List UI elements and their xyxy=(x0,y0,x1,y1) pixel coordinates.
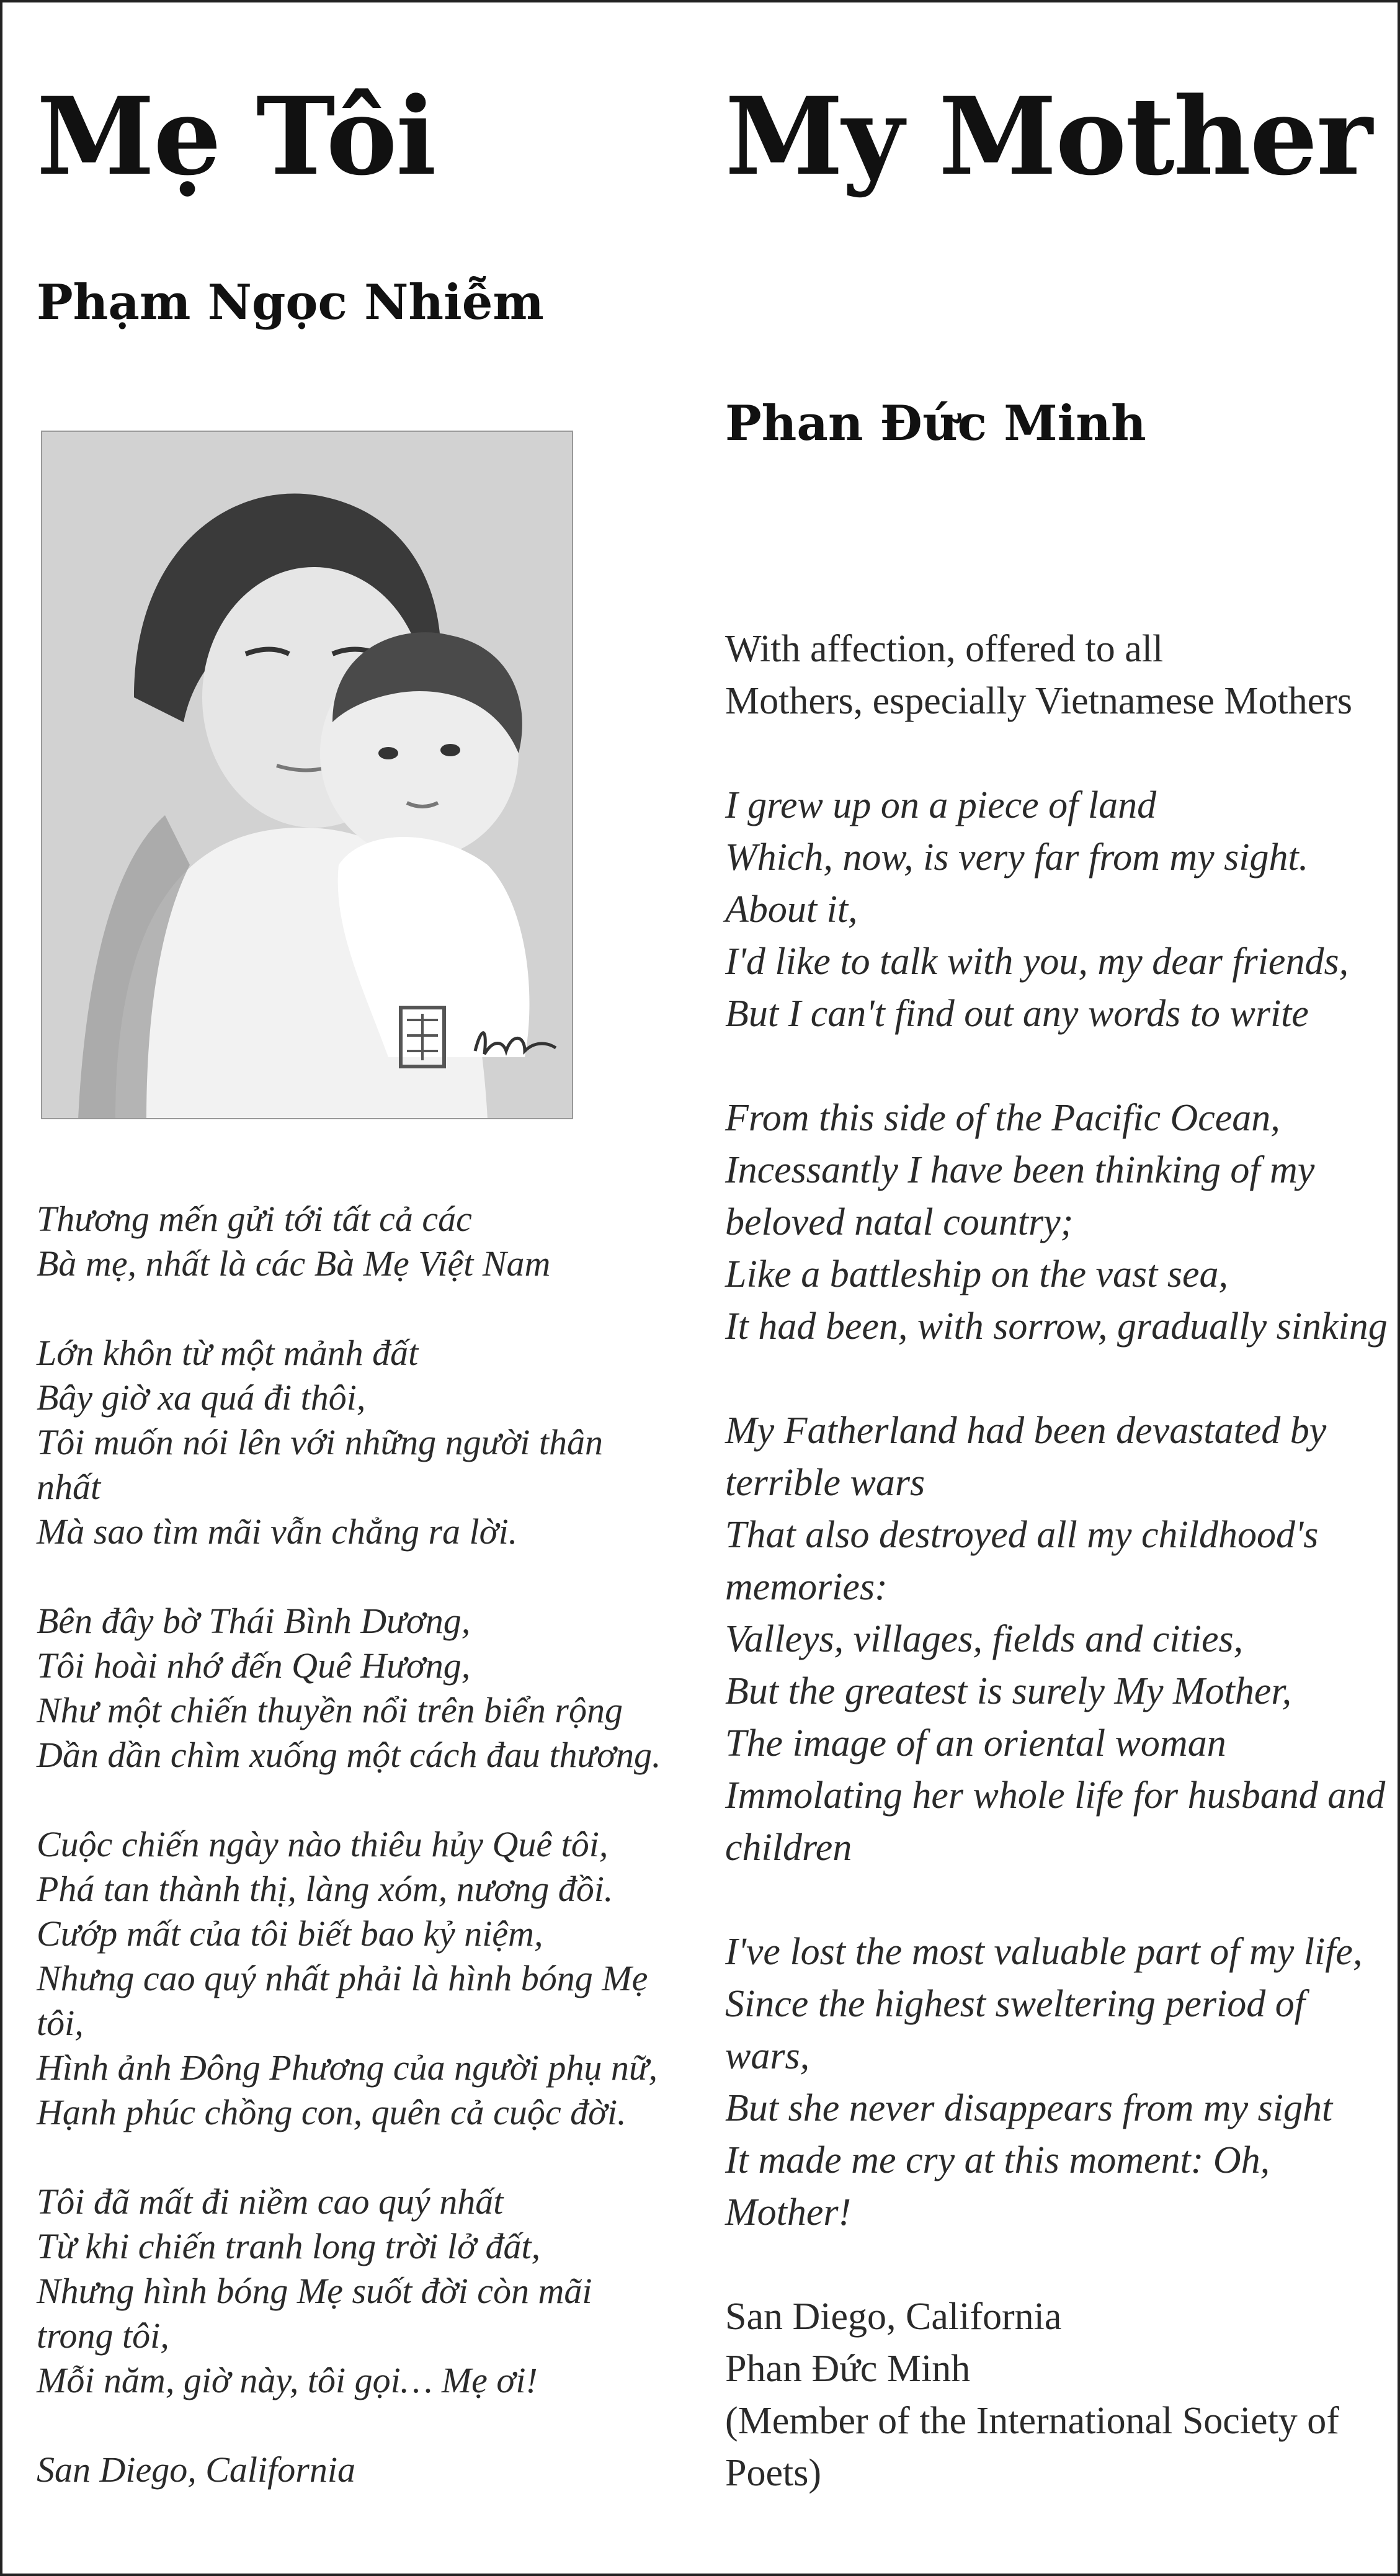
poem-line: Mother! xyxy=(725,2191,852,2234)
poem-line: Nhưng hình bóng Mẹ suốt đời còn mãi xyxy=(37,2271,592,2311)
poem-line: Như một chiến thuyền nổi trên biển rộng xyxy=(37,1690,623,1730)
poem-line: Lớn khôn từ một mảnh đất xyxy=(37,1333,419,1373)
poem-line: Nhưng cao quý nhất phải là hình bóng Mẹ xyxy=(37,1958,648,1998)
author-english: Phan Đức Minh xyxy=(725,395,1146,452)
poem-line: Bên đây bờ Thái Bình Dương, xyxy=(37,1601,471,1641)
mother-and-child-painting xyxy=(41,431,573,1119)
poem-body-english xyxy=(725,623,1400,2499)
poem-line: Từ khi chiến tranh long trời lở đất, xyxy=(37,2226,541,2266)
painting-icon xyxy=(41,431,573,1119)
poem-line: terrible wars xyxy=(725,1462,925,1504)
poem-line: Since the highest sweltering period of xyxy=(725,1983,1306,2025)
poem-line: Dần dần chìm xuống một cách đau thương. xyxy=(37,1735,661,1775)
poem-title-english: My Mother xyxy=(725,73,1371,199)
poem-line: Mà sao tìm mãi vẫn chẳng ra lời. xyxy=(37,1511,518,1552)
poem-line: nhất xyxy=(37,1467,101,1507)
poem-line: That also destroyed all my childhood's xyxy=(725,1514,1319,1556)
author-vietnamese: Phạm Ngọc Nhiễm xyxy=(37,274,544,331)
poem-line: I'd like to talk with you, my dear friends, xyxy=(725,941,1349,983)
poem-line: Valleys, villages, fields and cities, xyxy=(725,1618,1244,1660)
poem-line: trong tôi, xyxy=(37,2315,169,2356)
poem-line: children xyxy=(725,1827,852,1869)
location-line: San Diego, California xyxy=(37,2449,355,2490)
poem-line: Hình ảnh Đông Phương của người phụ nữ, xyxy=(37,2047,658,2088)
poem-line: About it, xyxy=(725,888,858,931)
poem-line: wars, xyxy=(725,2035,810,2077)
signoff-line: Phan Đức Minh xyxy=(725,2348,971,2390)
signoff-line: Poets) xyxy=(725,2452,821,2494)
poem-title-vietnamese: Mẹ Tôi xyxy=(37,73,435,199)
poem-line: Phá tan thành thị, làng xóm, nương đồi. xyxy=(37,1869,613,1909)
poem-line: But she never disappears from my sight xyxy=(725,2087,1333,2129)
poem-line: Incessantly I have been thinking of my xyxy=(725,1149,1315,1191)
poem-line: Mỗi năm, giờ này, tôi gọi… Mẹ ơi! xyxy=(37,2360,538,2400)
signoff-line: San Diego, California xyxy=(725,2296,1062,2338)
poem-line: Bây giờ xa quá đi thôi, xyxy=(37,1377,366,1418)
poem-line: I've lost the most valuable part of my life, xyxy=(725,1931,1363,1973)
poem-line: It had been, with sorrow, gradually sinking xyxy=(725,1305,1388,1348)
poem-line: Hạnh phúc chồng con, quên cả cuộc đời. xyxy=(37,2092,626,2132)
poem-line: memories: xyxy=(725,1566,888,1608)
signoff-line: (Member of the International Society of xyxy=(725,2400,1339,2442)
poem-line: beloved natal country; xyxy=(725,1201,1074,1243)
poem-line: Cướp mất của tôi biết bao kỷ niệm, xyxy=(37,1913,543,1954)
poem-line: From this side of the Pacific Ocean, xyxy=(725,1097,1280,1139)
poem-line: My Fatherland had been devastated by xyxy=(725,1410,1327,1452)
dedication-line: With affection, offered to all xyxy=(725,628,1164,670)
poem-line: Which, now, is very far from my sight. xyxy=(725,836,1309,879)
poem-line: But I can't find out any words to write xyxy=(725,993,1309,1035)
poem-line: Like a battleship on the vast sea, xyxy=(725,1253,1229,1295)
poem-line: Immolating her whole life for husband and xyxy=(725,1774,1386,1817)
poem-line: It made me cry at this moment: Oh, xyxy=(725,2139,1270,2181)
dedication-line: Thương mến gửi tới tất cả các xyxy=(37,1199,472,1239)
dedication-line: Mothers, especially Vietnamese Mothers xyxy=(725,680,1352,722)
poem-line: I grew up on a piece of land xyxy=(725,784,1157,826)
poem-line: tôi, xyxy=(37,2003,84,2043)
poem-body-vietnamese xyxy=(37,1197,707,2492)
poem-line: But the greatest is surely My Mother, xyxy=(725,1670,1292,1712)
poem-line: The image of an oriental woman xyxy=(725,1722,1226,1764)
poem-line: Cuộc chiến ngày nào thiêu hủy Quê tôi, xyxy=(37,1824,609,1864)
dedication-line: Bà mẹ, nhất là các Bà Mẹ Việt Nam xyxy=(37,1243,551,1284)
poem-line: Tôi muốn nói lên với những người thân xyxy=(37,1422,603,1462)
poem-line: Tôi đã mất đi niềm cao quý nhất xyxy=(37,2181,504,2222)
poem-line: Tôi hoài nhớ đến Quê Hương, xyxy=(37,1645,471,1686)
